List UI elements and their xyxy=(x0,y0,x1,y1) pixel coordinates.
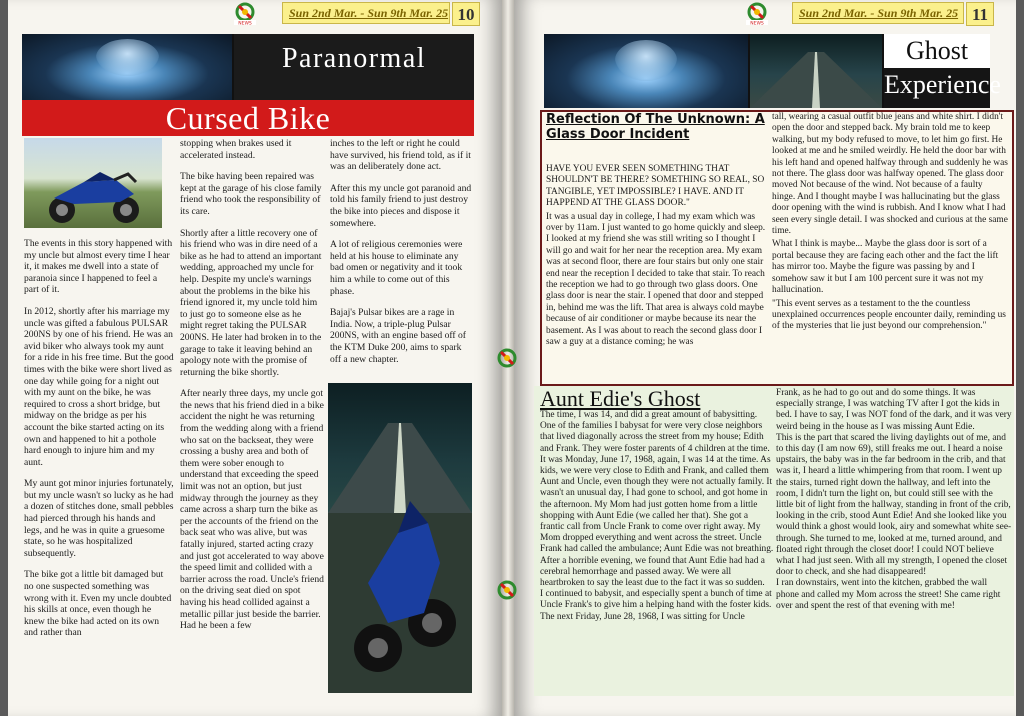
newspaper-logo-icon xyxy=(228,2,262,26)
article-column-1 xyxy=(24,238,174,649)
svg-text:NEWS: NEWS xyxy=(750,21,764,26)
newspaper-logo-icon xyxy=(490,580,524,604)
page-number: 10 xyxy=(452,2,480,26)
svg-text:NEWS: NEWS xyxy=(238,21,252,26)
paragraph: The bike got a little bit damaged but no one suspected something was wrong with it. Even my uncle doubted his skills at once, even though he knew the bike had acted on its own and rather than xyxy=(24,569,172,639)
date-range: Sun 2nd Mar. - Sun 9th Mar. 25 xyxy=(792,2,964,24)
paragraph: A lot of religious ceremonies were held at his house to eliminate any bad omen or negativity and it took him a while to come out of this phase. xyxy=(330,239,463,297)
newspaper-logo-icon xyxy=(490,348,524,372)
section-title: Paranormal xyxy=(234,34,474,100)
paragraph: "This event serves as a testament to the the countless unexplained occurrences people encounter daily, reminding us of the mysteries that lie just beyond our comprehension." xyxy=(772,298,1006,332)
page-number: 11 xyxy=(966,2,994,26)
paragraph: My aunt got minor injuries fortunately, but my uncle wasn't so lucky as he had a dozen of stitches done, small pebbles had pierced through his hands and legs, and he was in quite a gruesome state, so he was hospitalized subsequently. xyxy=(24,478,174,559)
article-title: Cursed Bike xyxy=(22,100,474,136)
dark-road-image xyxy=(750,34,882,108)
article-column-2 xyxy=(180,138,326,642)
paragraph: The time, I was 14, and did a great amount of babysitting. One of the families I babysat for were very close neighbors that lived diagonally across the street from my house; Edith and Frank. They were foster parents of 4 children at the time. xyxy=(540,410,770,454)
aunt-edie-title: Aunt Edie's Ghost xyxy=(540,386,701,411)
paragraph: Bajaj's Pulsar bikes are a rage in India. Now, a triple-plug Pulsar 200NS, with an engine based off of the KTM Duke 200, aims to spark off a new chapter. xyxy=(330,307,466,365)
section-title-line-2: Experience xyxy=(884,70,1001,99)
aunt-edie-column-2 xyxy=(776,388,1012,612)
paragraph: It was a usual day in college, I had my exam which was over by 11am. I just wanted to go home quickly and sleep. I looked at my friend she was still writing so I thought I will go and wait for her near the reception area. My exam was at second floor, there are four stairs but only one stair end near the reception I decided to take that stair. To reach the reception we had to go through two glass doors. One glass door is near the stair. I opened that door and stepped in, behind me was the lift. That area is always cold maybe because of air conditioner or maybe because its near the basement. As I was about to reach the second glass door I saw a guy at a distance coming; he was xyxy=(546,211,766,348)
paragraph: The next Friday, June 28, 1968, I was sitting for Uncle xyxy=(540,611,745,622)
bike-photo xyxy=(24,138,162,228)
section-title-line-1: Ghost xyxy=(884,34,990,68)
paragraph: After this my uncle got paranoid and told his family friend to just destroy the bike into pieces and dispose it somewhere. xyxy=(330,182,472,229)
reflection-column-1 xyxy=(546,164,768,359)
section-header xyxy=(22,34,474,100)
paragraph: After nearly three days, my uncle got the news that his friend died in a bike accident the night he was returning from the wedding along with a friend who sat on the backseat, they were crossing a bushy area and both of them were sober enough to understand that exceeding the speed limit was not an option, but just midway through the journey as they came across a sharp turn the bike as per the accounts of the friend on the back seat who was alive, but was fatally injured, started acting crazy and just got accelerated to way above the speed limit and collided with a barrier across the road. Uncle's friend on the driving seat died on spot having his head collided against a metallic pillar just beside the barrier. Had he been a few xyxy=(180,388,324,632)
paragraph: The events in this story happened with my uncle but almost every time I hear it, it makes me dwell into a state of paranoia since I happened to feel a part of it. xyxy=(24,238,173,296)
paragraph: This is the part that scared the living daylights out of me, and to this day (I am now 69), still freaks me out. I heard a noise upstairs, the baby was in the far bedroom in the crib, and that was it, I heard a little whimpering from that room. I went up the stairs, turned right down the hallway, and left into the room, I didn't turn the light on, but could still see with the little bit of light from the hallway, standing in front of the crib, looking in the crib, stood Aunt Edie! And she looked like you would think a ghost would look, airy and somewhat white see-through. She turned to me, looked at me, turned around, and floated right through the closet door! I could NOT believe what I had just seen. With all my strength, I opened the closet door to check, and she had disappeared! xyxy=(776,432,1012,578)
paragraph: I continued to babysit, and especially spent a bunch of time at Uncle Frank's to give him a helping hand with the foster kids. xyxy=(540,589,772,611)
paragraph: HAVE YOU EVER SEEN SOMETHING THAT SHOULDN'T BE THERE? SOMETHING SO REAL, SO TANGIBLE, YET IMPOSSIBLE? I HAVE. AND IT HAPPEND AT THE GLASS DOOR." xyxy=(546,164,765,209)
paragraph: Shortly after a little recovery one of his friend who was in dire need of a bike as he had to attend an important wedding, approached my uncle for help. Despite my uncle's warnings about the problems in the bike his friend ignored it, my uncle told him to just go to someone else as he might regret taking the PULSAR 200NS. He later had broken in to the garage to take it leaving behind an apology note with the promise of returning the bike shortly. xyxy=(180,227,322,378)
reflection-column-2 xyxy=(772,112,1008,343)
paragraph: It was Monday, June 17, 1968, again, I was 14 at the time. As kids, we were very close to Edith and Frank, and called them Aunt and Uncle, even though they were not actually family. It wasn't an unusual day, I had gone to school, and got home in the afternoon. My Mom had just gotten home from a little shopping with Aunt Edie (we called her that). She got a frantic call from Uncle Frank to come over right away. My Mom dropped everything and went across the street. Uncle Frank had called the ambulance; Aunt Edie was not breathing. After a horrible evening, we found that Aunt Edie had had a cerebral hemorrhage and passed away. We were all heartbroken to say the least due to the fact it was so sudden. xyxy=(540,454,774,589)
ghost-header-image xyxy=(544,34,748,108)
road-bike-photo xyxy=(328,383,472,693)
paragraph: I ran downstairs, went into the kitchen, grabbed the wall phone and called my Mom across the street! She came right over and spent the rest of that evening with me! xyxy=(776,578,1001,611)
date-range: Sun 2nd Mar. - Sun 9th Mar. 25 xyxy=(282,2,450,24)
article-column-3 xyxy=(330,138,474,375)
section-title xyxy=(884,34,1001,108)
paranormal-header-image xyxy=(22,34,232,100)
reflection-title: Reflection Of The Unknown: A Glass Door Incident xyxy=(546,112,765,142)
newspaper-logo-icon xyxy=(740,2,774,26)
paragraph: In 2012, shortly after his marriage my uncle was gifted a fabulous PULSAR 200NS by one of his friend. He was an avid biker who always took my aunt for a ride in his free time. But the good times with the bike were short lived as one day while going for a night out with my aunt on the bike, he was required to cross a short bridge, but midway on the bridge as per his account the bike started acting on its own and happened to hit a pothole hard enough to injure him and my aunt. xyxy=(24,305,174,468)
paragraph: inches to the left or right he could have survived, his friend told, as if it was an deliberately done act. xyxy=(330,138,471,173)
paragraph: tall, wearing a casual outfit blue jeans and white shirt. I didn't open the door and stepped back. My brain told me to keep walking, but my body refused to move, to let him go first. He looked at me and he smiled weirdly. He held the door bar with his left hand and opened halfway through and suddenly he was not there. The glass door was halfway opened. The glass door moved Not because of the wind. Not because of a faulty hinge. And I thought maybe I was hallucinating but the glass door opening with the wind is rubbish. And I know what I had seen every single detail. I was shocked and curious at the same time. xyxy=(772,112,1008,237)
paragraph: stopping when brakes used it accelerated instead. xyxy=(180,138,292,161)
aunt-edie-column-1 xyxy=(540,410,774,623)
paragraph: The bike having been repaired was kept at the garage of his close family friend who took the responsibility of its care. xyxy=(180,171,322,217)
paragraph: Frank, as he had to go out and do some things. It was especially strange, I was watching TV after I got the kids in bed. I have to say, I was NOT fond of the dark, and it was very weird being in the house as I was missing Aunt Edie. xyxy=(776,388,1012,432)
paragraph: What I think is maybe... Maybe the glass door is sort of a portal because they are facing each other and the fact the lift has mirror too. Maybe the figure was passing by and I somehow saw it but I am 100 percent sure it was not my hallucination. xyxy=(772,239,999,296)
